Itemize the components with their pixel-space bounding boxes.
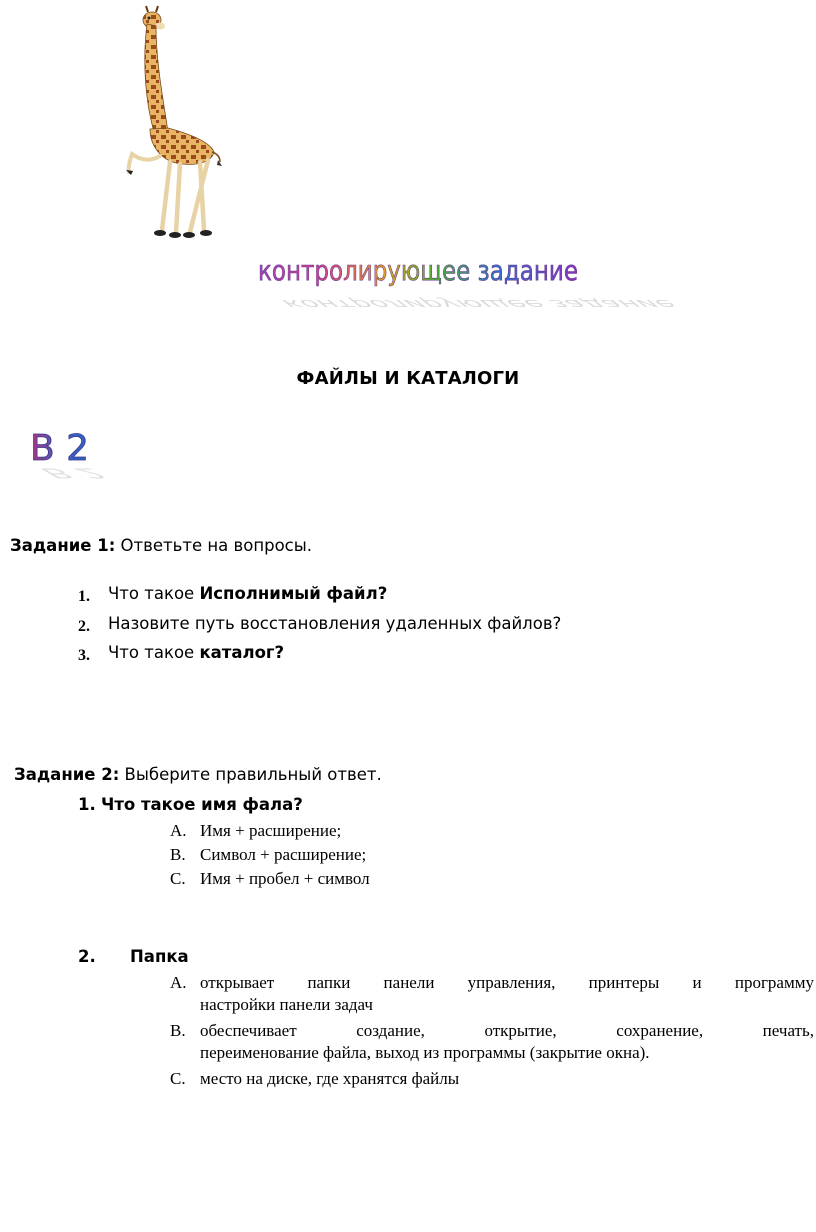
task2-q2-option-c	[170, 1068, 814, 1090]
wordart-subtitle-text: контролирующее задание	[258, 254, 578, 287]
option-text-line1: открывает папки панели управления, принтеры и программу	[200, 973, 814, 992]
task2-q1-option-a	[170, 820, 810, 842]
option-text-line1: место на диске, где хранятся файлы	[200, 1069, 460, 1088]
task2-q1-option-c	[170, 868, 810, 890]
task2-q2-number: 2.	[78, 947, 96, 966]
task1-question-3	[78, 643, 285, 665]
wordart-variant-text: В 2	[30, 428, 90, 469]
task1-label: Задание 1:	[10, 536, 116, 555]
task2-instruction: Выберите правильный ответ.	[119, 765, 382, 784]
giraffe-illustration	[120, 4, 230, 240]
option-letter: B.	[170, 845, 186, 864]
option-text-line2: настройки панели задач	[200, 995, 373, 1014]
option-text-line2: переименование файла, выход из программы (закрытие окна).	[200, 1043, 650, 1062]
task2-question-1	[78, 795, 303, 814]
task1-q3-bold: каталог?	[199, 643, 285, 662]
task2-q2-text: Папка	[130, 947, 189, 966]
task1-q3-number: 3.	[78, 647, 90, 664]
task1-question-2	[78, 614, 562, 636]
task2-label: Задание 2:	[14, 765, 120, 784]
task1-q1-text: Что такое	[108, 584, 200, 603]
task1-q1-number: 1.	[78, 588, 90, 605]
wordart-subtitle-shadow: контролирующее задание	[275, 297, 685, 313]
wordart-subtitle	[248, 252, 685, 313]
option-letter: A.	[170, 973, 187, 992]
option-letter: C.	[170, 1069, 186, 1088]
task2-q1-number: 1.	[78, 795, 96, 814]
task2-q2-option-b	[170, 1020, 814, 1066]
page-title: ФАЙЛЫ И КАТАЛОГИ	[296, 368, 520, 389]
task1-q3-text: Что такое	[108, 643, 200, 662]
option-text: Имя + пробел + символ	[200, 869, 370, 888]
option-text-line1: обеспечивает создание, открытие, сохранение, печать,	[200, 1021, 814, 1040]
option-letter: B.	[170, 1021, 186, 1040]
task1-question-1	[78, 584, 388, 606]
wordart-variant	[10, 420, 115, 481]
task2-heading	[14, 765, 382, 784]
task2-question-2	[78, 947, 189, 966]
task1-q1-bold: Исполнимый файл?	[199, 584, 388, 603]
option-letter: A.	[170, 821, 187, 840]
task1-heading	[10, 536, 312, 555]
option-letter: C.	[170, 869, 186, 888]
task2-q1-option-b	[170, 844, 810, 866]
task1-q2-number: 2.	[78, 618, 90, 635]
task1-instruction: Ответьте на вопросы.	[115, 536, 313, 555]
option-text: Символ + расширение;	[200, 845, 367, 864]
task2-q2-option-a	[170, 972, 814, 1018]
task2-q1-text: Что такое имя фала?	[101, 795, 303, 814]
wordart-variant-shadow: В 2	[31, 464, 115, 481]
option-text: Имя + расширение;	[200, 821, 342, 840]
task1-q2-text: Назовите путь восстановления удаленных файлов?	[108, 614, 562, 633]
